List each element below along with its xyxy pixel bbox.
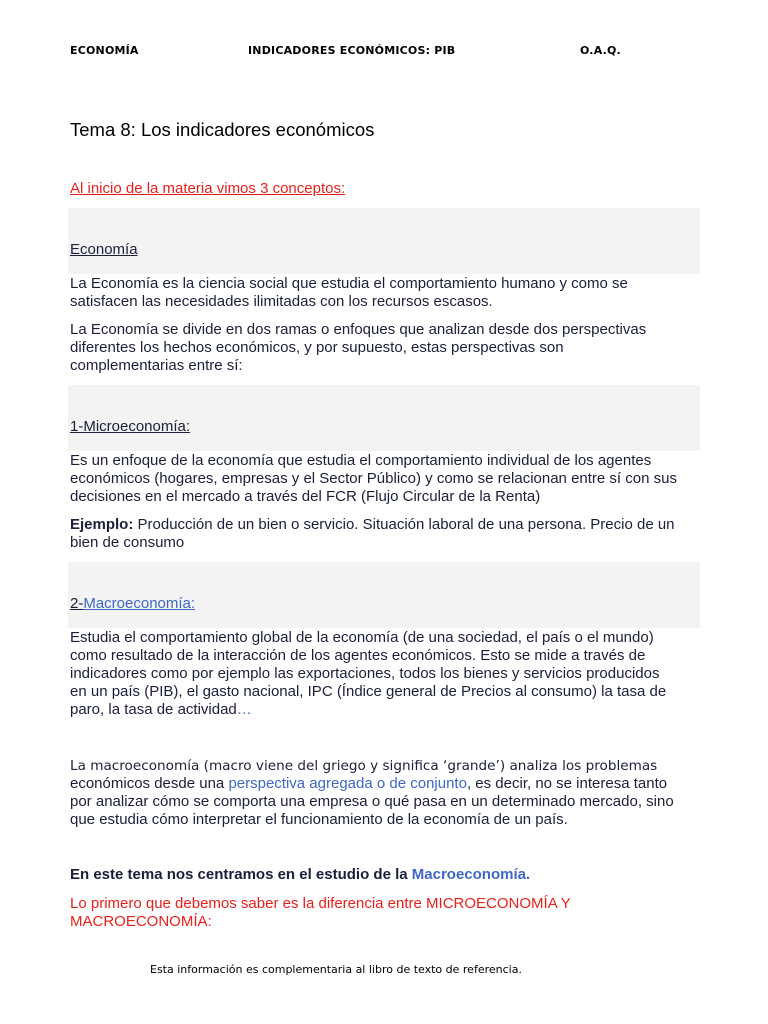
intro-text: Al inicio de la materia vimos 3 conceptos: [70, 180, 346, 197]
macro-paragraph: Estudia el comportamiento global de la economía (de una sociedad, el país o el mundo) como resultado de la interacción de los agentes económicos. Esto se mide a través de indicadores como por ejemplo las exportaciones, todos los bienes y servicios producidos en un país (PIB), el gasto nacional, IPC (Índice general de Precios al consumo) la tasa de paro, la tasa de actividad… [70, 629, 667, 718]
economia-heading: Economía [70, 241, 138, 258]
page-title: Tema 8: Los indicadores económicos [70, 119, 375, 140]
micro-example: Ejemplo: Producción de un bien o servicio. Situación laboral de una persona. Precio de un bien de consumo [70, 516, 675, 551]
micro-paragraph: Es un enfoque de la economía que estudia el comportamiento individual de los agentes económicos (hogares, empresas y el Sector Público) y como se relacionan entre sí con sus decisiones en el mercado a través del FCR (Flujo Circular de la Renta) [70, 452, 677, 505]
economia-heading-band [68, 208, 700, 274]
focus-statement: En este tema nos centramos en el estudio de la Macroeconomía. [70, 866, 531, 883]
macro-heading: 2-Macroeconomía: [70, 595, 196, 612]
macro-definition: La macroeconomía (macro viene del griego y significa ‘grande’) analiza los problemas económicos desde una perspectiva agregada o de conjunto, es decir, no se interesa tanto por analizar cómo se comporta una empresa o qué pasa en un determinado mercado, sino que estudia cómo interpretar el funcionamiento de la economía de un país. [70, 758, 674, 828]
header-right: O.A.Q. [580, 44, 621, 57]
header-center: INDICADORES ECONÓMICOS: PIB [248, 44, 456, 57]
difference-statement: Lo primero que debemos saber es la diferencia entre MICROECONOMÍA Y MACROECONOMÍA: [70, 895, 571, 930]
economia-paragraph-1: La Economía es la ciencia social que estudia el comportamiento humano y como se satisfacen las necesidades ilimitadas con los recursos escasos. [70, 275, 628, 310]
micro-heading: 1-Microeconomía: [70, 418, 191, 435]
header-left: ECONOMÍA [70, 44, 139, 57]
footer-note: Esta información es complementaria al libro de texto de referencia. [150, 963, 522, 976]
example-label: Ejemplo: [70, 516, 134, 533]
economia-paragraph-2: La Economía se divide en dos ramas o enfoques que analizan desde dos perspectivas diferentes los hechos económicos, y por supuesto, estas perspectivas son complementarias entre sí: [70, 321, 647, 374]
